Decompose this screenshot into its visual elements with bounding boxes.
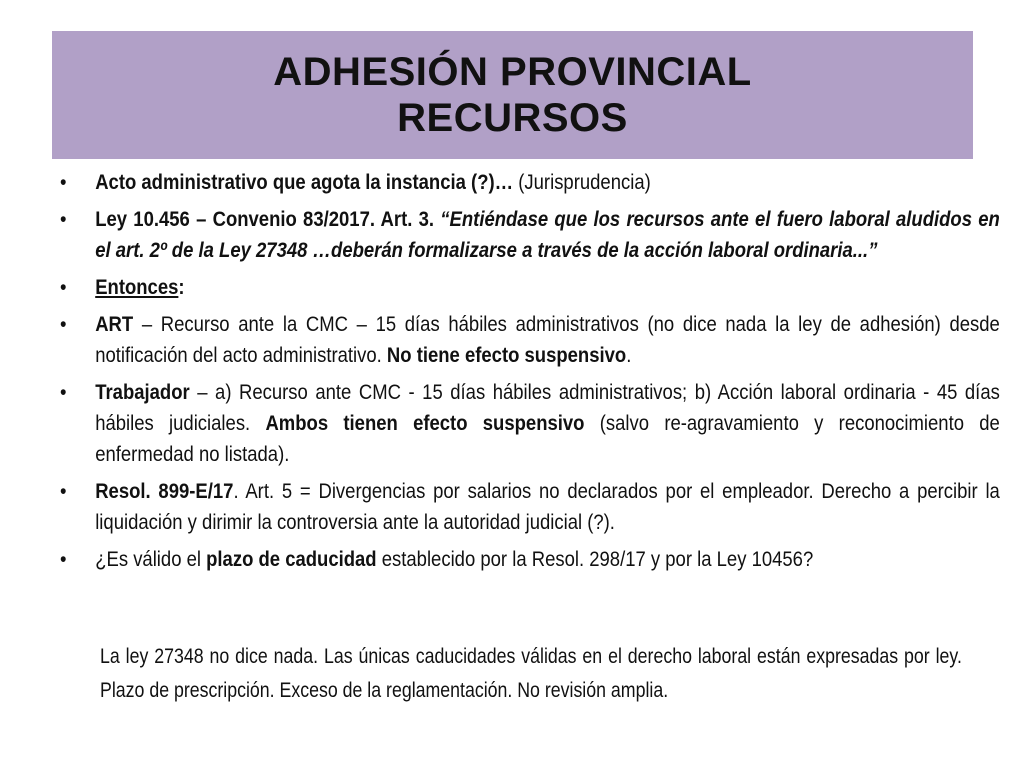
bullet-icon: • xyxy=(60,381,67,404)
bullet-bold-text-2: Ambos tienen efecto suspensivo xyxy=(265,412,585,435)
slide-title-line-1: ADHESIÓN PROVINCIAL xyxy=(273,50,752,94)
bullet-icon: • xyxy=(60,313,67,336)
bullet-icon: • xyxy=(60,548,67,571)
bullet-text-2: . xyxy=(626,344,632,367)
bullet-bold-text: : xyxy=(178,276,185,299)
closing-paragraph: La ley 27348 no dice nada. Las únicas caducidades válidas en el derecho laboral están expresadas por ley. Plazo de prescripción. Exceso de la reglamentación. No revisión amplia. xyxy=(100,645,962,702)
bullet-text: . Art. 5 = Divergencias por salarios no declarados por el empleador. Derecho a percibir la liquidación y dirimir la controversia ante la autoridad judicial (?). xyxy=(95,480,1000,534)
bullet-item-caducidad xyxy=(60,544,1000,575)
bullet-text: – Recurso ante la CMC – 15 días hábiles administrativos (no dice nada la ley de adhesión) desde notificación del acto administrativo. xyxy=(95,313,1000,367)
bullet-icon: • xyxy=(60,276,67,299)
bullet-bold-text: Trabajador xyxy=(95,381,190,404)
bullet-text-lead: ¿Es válido el xyxy=(95,548,207,571)
bullet-icon: • xyxy=(60,480,67,503)
bullet-quote-text: “Entiéndase que los recursos ante el fuero laboral aludidos en el art. 2º de la Ley 27348 …deberán formalizarse a través de la acción laboral ordinaria...” xyxy=(95,208,1000,262)
slide-title-banner xyxy=(52,31,973,159)
bullet-bold-text-2: No tiene efecto suspensivo xyxy=(386,344,627,367)
bullet-item-ley xyxy=(60,204,1000,266)
bullet-bold-text: plazo de caducidad xyxy=(206,548,377,571)
bullet-underlined-text: Entonces xyxy=(95,276,179,299)
bullet-icon: • xyxy=(60,171,67,194)
bullet-icon: • xyxy=(60,208,67,231)
bullet-text-2: (salvo re-agravamiento y reconocimiento de enfermedad no listada). xyxy=(95,412,1000,466)
bullet-text: – a) Recurso ante CMC - 15 días hábiles administrativos; b) Acción laboral ordinaria - 45 días hábiles judiciales. xyxy=(95,381,1000,435)
bullet-item-resol xyxy=(60,476,1000,538)
bullet-bold-text: ART xyxy=(95,313,134,336)
bullet-item-entonces xyxy=(60,272,1000,303)
bullet-item-art xyxy=(60,309,1000,371)
bullet-bold-text: Ley 10.456 – Convenio 83/2017. Art. 3. xyxy=(95,208,435,231)
bullet-bold-text: Resol. 899-E/17 xyxy=(95,480,234,503)
bullet-text: establecido por la Resol. 298/17 y por la Ley 10456? xyxy=(376,548,814,571)
bullet-bold-text: Acto administrativo que agota la instancia (?)… xyxy=(95,171,514,194)
bullet-item-acto xyxy=(60,167,1000,198)
bullet-list xyxy=(60,167,1000,581)
bullet-text: (Jurisprudencia) xyxy=(513,171,651,194)
bullet-item-trabajador xyxy=(60,377,1000,470)
slide-title-line-2: RECURSOS xyxy=(397,96,628,140)
